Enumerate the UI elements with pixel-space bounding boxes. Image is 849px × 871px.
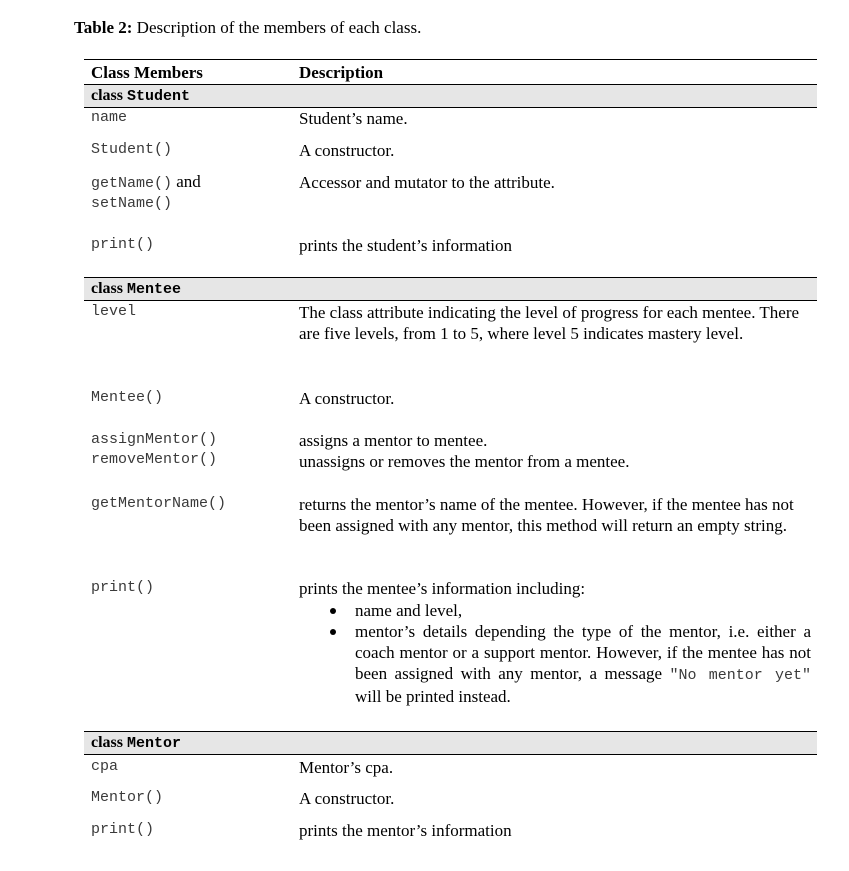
- column-header-description: Description: [299, 63, 384, 82]
- member-name: getMentorName(): [91, 495, 227, 512]
- class-keyword: class: [91, 280, 127, 297]
- member-name: Mentor(): [91, 789, 164, 806]
- member-description: A constructor.: [299, 141, 395, 160]
- class-header-student: [84, 85, 817, 108]
- caption-text: Description of the members of each class.: [132, 18, 422, 37]
- class-name: Student: [127, 88, 191, 105]
- member-name: print(): [91, 236, 155, 253]
- bullet-item: [355, 600, 811, 621]
- bullet-text: name and level,: [355, 601, 463, 620]
- member-description: [299, 578, 811, 707]
- member-assign: assignMentor(): [91, 431, 218, 448]
- column-header-members: Class Members: [91, 63, 203, 82]
- member-name: Mentee(): [91, 389, 164, 406]
- member-description: A constructor.: [299, 389, 395, 408]
- member-description: returns the mentor’s name of the mentee. However, if the mentee has not been assigned with any mentor, this method will return an empty string.: [299, 495, 794, 535]
- member-description: Accessor and mutator to the attribute.: [299, 173, 555, 192]
- member-description: prints the mentor’s information: [299, 821, 512, 840]
- class-header-mentor: [84, 731, 817, 755]
- member-description: prints the student’s information: [299, 236, 512, 255]
- bullet-list: [299, 600, 811, 707]
- member-description: The class attribute indicating the level of progress for each mentee. There are five levels, from 1 to 5, where level 5 indicates mastery level.: [299, 303, 800, 343]
- table-header-row: [84, 59, 817, 85]
- class-keyword: class: [91, 87, 127, 104]
- class-section-mentor: [84, 731, 817, 755]
- member-description: Student’s name.: [299, 109, 408, 128]
- bullet-item: [355, 621, 811, 707]
- member-setter: setName(): [91, 195, 173, 212]
- bullet-text-after: will be printed instead.: [355, 687, 511, 706]
- class-name: Mentor: [127, 735, 182, 752]
- class-keyword: class: [91, 734, 127, 751]
- member-joiner: and: [172, 172, 201, 191]
- bullet-code: "No mentor yet": [669, 667, 812, 684]
- class-header-mentee: [84, 277, 817, 301]
- member-name: level: [91, 303, 137, 320]
- member-remove: removeMentor(): [91, 451, 218, 468]
- member-name: Student(): [91, 141, 173, 158]
- member-name: print(): [91, 821, 155, 838]
- class-name: Mentee: [127, 281, 182, 298]
- member-name: [91, 172, 201, 214]
- class-label: [91, 734, 181, 752]
- member-description: Mentor’s cpa.: [299, 758, 394, 777]
- member-description: [299, 430, 811, 472]
- member-name: name: [91, 109, 128, 126]
- member-getter: getName(): [91, 175, 173, 192]
- caption-label: Table 2:: [74, 18, 133, 37]
- class-label: [91, 87, 190, 105]
- bullet-text: mentor’s details depending the type of the mentor, i.e. either a coach mentor or a support mentor. However, if the mentee has not been assigned with any mentor, a message: [355, 622, 811, 683]
- class-section-mentee: [84, 277, 817, 301]
- member-name: [91, 430, 217, 470]
- description-line-1: assigns a mentor to mentee.: [299, 431, 488, 450]
- description-intro: prints the mentee’s information including:: [299, 579, 586, 598]
- members-table: [84, 59, 817, 108]
- member-name: cpa: [91, 758, 119, 775]
- class-label: [91, 280, 181, 298]
- member-name: print(): [91, 579, 155, 596]
- table-caption: [74, 18, 421, 38]
- member-description: A constructor.: [299, 789, 395, 808]
- description-line-2: unassigns or removes the mentor from a mentee.: [299, 452, 630, 471]
